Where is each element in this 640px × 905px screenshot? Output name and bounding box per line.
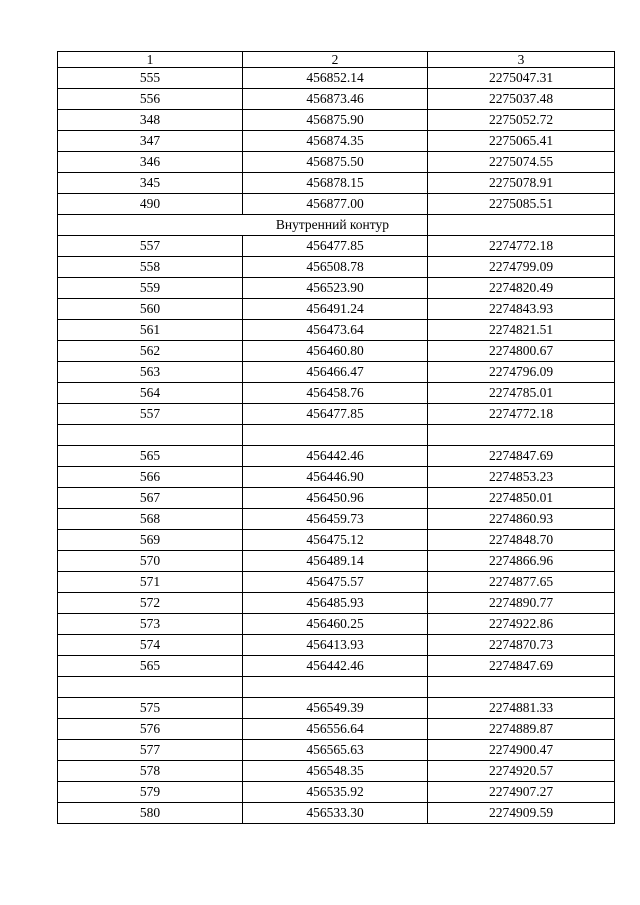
point-number-cell: 558: [58, 257, 243, 278]
table-row: [58, 656, 615, 677]
point-number-cell: 347: [58, 131, 243, 152]
x-coordinate-cell: [243, 677, 428, 698]
y-coordinate-cell: 2275037.48: [428, 89, 615, 110]
y-coordinate-cell: 2274889.87: [428, 719, 615, 740]
table-row: [58, 509, 615, 530]
y-coordinate-cell: 2274843.93: [428, 299, 615, 320]
point-number-cell: [58, 425, 243, 446]
x-coordinate-cell: 456413.93: [243, 635, 428, 656]
table-row: [58, 593, 615, 614]
section-label-cell: Внутренний контур: [58, 215, 428, 236]
y-coordinate-cell: 2274820.49: [428, 278, 615, 299]
x-coordinate-cell: 456852.14: [243, 68, 428, 89]
x-coordinate-cell: 456458.76: [243, 383, 428, 404]
section-empty-cell: [428, 215, 615, 236]
table-row: [58, 719, 615, 740]
y-coordinate-cell: 2274909.59: [428, 803, 615, 824]
point-number-cell: 565: [58, 656, 243, 677]
y-coordinate-cell: 2274877.65: [428, 572, 615, 593]
x-coordinate-cell: 456450.96: [243, 488, 428, 509]
table-row: [58, 635, 615, 656]
table-body: [58, 68, 615, 824]
point-number-cell: 565: [58, 446, 243, 467]
point-number-cell: 560: [58, 299, 243, 320]
x-coordinate-cell: 456533.30: [243, 803, 428, 824]
column-header-y-coordinate: 3: [428, 52, 615, 68]
table-row: [58, 761, 615, 782]
y-coordinate-cell: 2274890.77: [428, 593, 615, 614]
table-row: [58, 194, 615, 215]
table-row: [58, 341, 615, 362]
x-coordinate-cell: 456442.46: [243, 656, 428, 677]
point-number-cell: 555: [58, 68, 243, 89]
x-coordinate-cell: 456548.35: [243, 761, 428, 782]
point-number-cell: 579: [58, 782, 243, 803]
y-coordinate-cell: 2274785.01: [428, 383, 615, 404]
column-header-x-coordinate: 2: [243, 52, 428, 68]
y-coordinate-cell: 2275047.31: [428, 68, 615, 89]
x-coordinate-cell: 456535.92: [243, 782, 428, 803]
x-coordinate-cell: 456549.39: [243, 698, 428, 719]
y-coordinate-cell: 2274900.47: [428, 740, 615, 761]
x-coordinate-cell: 456477.85: [243, 404, 428, 425]
table-row: [58, 488, 615, 509]
x-coordinate-cell: 456508.78: [243, 257, 428, 278]
x-coordinate-cell: 456491.24: [243, 299, 428, 320]
point-number-cell: 561: [58, 320, 243, 341]
point-number-cell: 566: [58, 467, 243, 488]
y-coordinate-cell: 2274922.86: [428, 614, 615, 635]
x-coordinate-cell: 456459.73: [243, 509, 428, 530]
y-coordinate-cell: 2274800.67: [428, 341, 615, 362]
table-row: [58, 404, 615, 425]
point-number-cell: 564: [58, 383, 243, 404]
point-number-cell: 576: [58, 719, 243, 740]
y-coordinate-cell: 2274860.93: [428, 509, 615, 530]
table-row: [58, 572, 615, 593]
y-coordinate-cell: 2275085.51: [428, 194, 615, 215]
y-coordinate-cell: 2274847.69: [428, 446, 615, 467]
point-number-cell: 568: [58, 509, 243, 530]
x-coordinate-cell: 456460.25: [243, 614, 428, 635]
y-coordinate-cell: 2274866.96: [428, 551, 615, 572]
table-row: [58, 446, 615, 467]
table-row: [58, 131, 615, 152]
point-number-cell: 580: [58, 803, 243, 824]
y-coordinate-cell: 2274881.33: [428, 698, 615, 719]
table-row: [58, 236, 615, 257]
x-coordinate-cell: 456556.64: [243, 719, 428, 740]
point-number-cell: 573: [58, 614, 243, 635]
x-coordinate-cell: 456489.14: [243, 551, 428, 572]
point-number-cell: 574: [58, 635, 243, 656]
table-row: [58, 257, 615, 278]
table-row: [58, 530, 615, 551]
table-row: [58, 425, 615, 446]
y-coordinate-cell: 2274907.27: [428, 782, 615, 803]
table-row: [58, 698, 615, 719]
point-number-cell: 567: [58, 488, 243, 509]
y-coordinate-cell: 2274853.23: [428, 467, 615, 488]
point-number-cell: 569: [58, 530, 243, 551]
point-number-cell: 557: [58, 404, 243, 425]
point-number-cell: [58, 677, 243, 698]
x-coordinate-cell: 456460.80: [243, 341, 428, 362]
point-number-cell: 577: [58, 740, 243, 761]
point-number-cell: 570: [58, 551, 243, 572]
table-row: [58, 110, 615, 131]
x-coordinate-cell: [243, 425, 428, 446]
x-coordinate-cell: 456878.15: [243, 173, 428, 194]
y-coordinate-cell: 2274796.09: [428, 362, 615, 383]
point-number-cell: 345: [58, 173, 243, 194]
x-coordinate-cell: 456442.46: [243, 446, 428, 467]
table-row: [58, 173, 615, 194]
x-coordinate-cell: 456477.85: [243, 236, 428, 257]
column-header-point-number: 1: [58, 52, 243, 68]
table-header: [58, 52, 615, 68]
x-coordinate-cell: 456475.12: [243, 530, 428, 551]
table-row: [58, 278, 615, 299]
table-row: [58, 152, 615, 173]
x-coordinate-cell: 456523.90: [243, 278, 428, 299]
header-row: [58, 52, 615, 68]
y-coordinate-cell: 2274850.01: [428, 488, 615, 509]
point-number-cell: 556: [58, 89, 243, 110]
table-row: [58, 68, 615, 89]
x-coordinate-cell: 456874.35: [243, 131, 428, 152]
table-row: [58, 551, 615, 572]
table-row: [58, 614, 615, 635]
table-row: [58, 467, 615, 488]
y-coordinate-cell: 2274821.51: [428, 320, 615, 341]
point-number-cell: 571: [58, 572, 243, 593]
point-number-cell: 557: [58, 236, 243, 257]
table-row: [58, 299, 615, 320]
table-row: [58, 803, 615, 824]
x-coordinate-cell: 456466.47: [243, 362, 428, 383]
point-number-cell: 563: [58, 362, 243, 383]
table-row: [58, 320, 615, 341]
y-coordinate-cell: 2274870.73: [428, 635, 615, 656]
point-number-cell: 575: [58, 698, 243, 719]
x-coordinate-cell: 456875.90: [243, 110, 428, 131]
x-coordinate-cell: 456875.50: [243, 152, 428, 173]
section-row: [58, 215, 615, 236]
point-number-cell: 348: [58, 110, 243, 131]
table-row: [58, 677, 615, 698]
y-coordinate-cell: 2275052.72: [428, 110, 615, 131]
coordinates-table: [57, 51, 615, 824]
y-coordinate-cell: 2274920.57: [428, 761, 615, 782]
table-row: [58, 740, 615, 761]
point-number-cell: 490: [58, 194, 243, 215]
point-number-cell: 578: [58, 761, 243, 782]
x-coordinate-cell: 456877.00: [243, 194, 428, 215]
point-number-cell: 572: [58, 593, 243, 614]
table-row: [58, 782, 615, 803]
y-coordinate-cell: 2275065.41: [428, 131, 615, 152]
table-row: [58, 89, 615, 110]
y-coordinate-cell: 2274799.09: [428, 257, 615, 278]
y-coordinate-cell: [428, 425, 615, 446]
table-row: [58, 362, 615, 383]
x-coordinate-cell: 456475.57: [243, 572, 428, 593]
y-coordinate-cell: [428, 677, 615, 698]
y-coordinate-cell: 2274772.18: [428, 404, 615, 425]
point-number-cell: 562: [58, 341, 243, 362]
x-coordinate-cell: 456565.63: [243, 740, 428, 761]
y-coordinate-cell: 2275078.91: [428, 173, 615, 194]
y-coordinate-cell: 2275074.55: [428, 152, 615, 173]
point-number-cell: 559: [58, 278, 243, 299]
x-coordinate-cell: 456485.93: [243, 593, 428, 614]
y-coordinate-cell: 2274772.18: [428, 236, 615, 257]
x-coordinate-cell: 456446.90: [243, 467, 428, 488]
point-number-cell: 346: [58, 152, 243, 173]
y-coordinate-cell: 2274848.70: [428, 530, 615, 551]
table-row: [58, 383, 615, 404]
x-coordinate-cell: 456873.46: [243, 89, 428, 110]
x-coordinate-cell: 456473.64: [243, 320, 428, 341]
y-coordinate-cell: 2274847.69: [428, 656, 615, 677]
